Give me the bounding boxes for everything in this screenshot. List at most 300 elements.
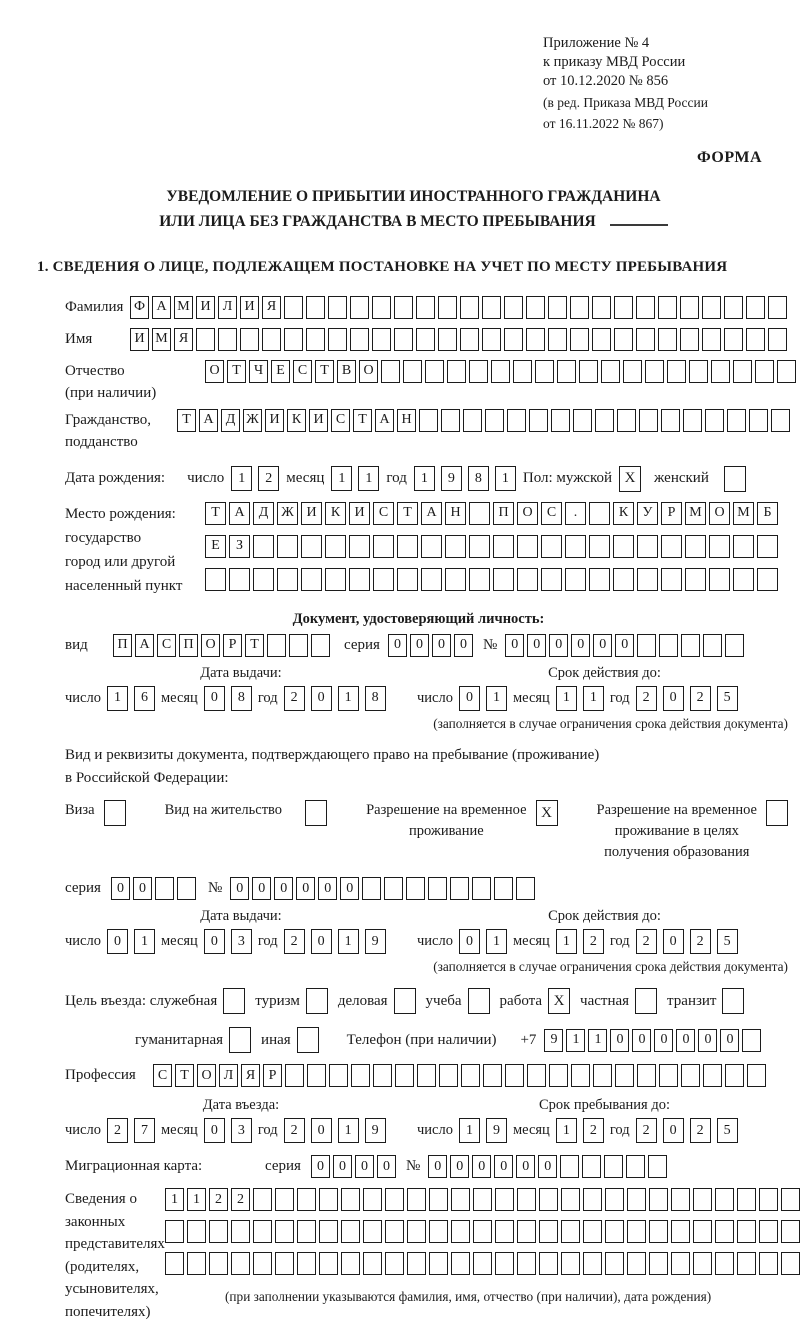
char-cell[interactable]: 0 — [311, 1155, 330, 1178]
char-cell[interactable]: О — [197, 1064, 216, 1087]
char-cell[interactable] — [419, 409, 438, 432]
char-cell[interactable] — [517, 568, 538, 591]
char-cell[interactable] — [637, 634, 656, 657]
char-cell[interactable] — [737, 1220, 756, 1243]
char-cell[interactable] — [495, 1188, 514, 1211]
char-cell[interactable] — [747, 1064, 766, 1087]
char-cell[interactable] — [253, 1252, 272, 1275]
char-cell[interactable] — [229, 568, 250, 591]
char-cell[interactable] — [693, 1252, 712, 1275]
char-cell[interactable] — [659, 1064, 678, 1087]
char-cell[interactable] — [341, 1252, 360, 1275]
char-cell[interactable]: 1 — [486, 929, 507, 954]
char-cell[interactable]: К — [613, 502, 634, 525]
char-cell[interactable] — [724, 328, 743, 351]
char-cell[interactable] — [592, 296, 611, 319]
char-cell[interactable] — [205, 568, 226, 591]
char-cell[interactable]: Т — [315, 360, 334, 383]
char-cell[interactable] — [605, 1252, 624, 1275]
char-cell[interactable]: 1 — [459, 1118, 480, 1143]
char-cell[interactable] — [428, 877, 447, 900]
char-cell[interactable]: 0 — [450, 1155, 469, 1178]
char-cell[interactable] — [277, 535, 298, 558]
char-cell[interactable] — [702, 296, 721, 319]
char-cell[interactable]: М — [174, 296, 193, 319]
char-cell[interactable]: И — [301, 502, 322, 525]
char-cell[interactable] — [680, 296, 699, 319]
char-cell[interactable]: 0 — [111, 877, 130, 900]
char-cell[interactable] — [595, 409, 614, 432]
char-cell[interactable] — [661, 409, 680, 432]
char-cell[interactable]: 2 — [690, 686, 711, 711]
char-cell[interactable] — [613, 535, 634, 558]
char-cell[interactable] — [681, 1064, 700, 1087]
char-cell[interactable] — [516, 877, 535, 900]
char-cell[interactable] — [693, 1188, 712, 1211]
char-cell[interactable] — [636, 328, 655, 351]
char-cell[interactable] — [724, 296, 743, 319]
char-cell[interactable]: 1 — [107, 686, 128, 711]
char-cell[interactable] — [469, 502, 490, 525]
char-cell[interactable]: 1 — [486, 686, 507, 711]
char-cell[interactable] — [451, 1188, 470, 1211]
char-cell[interactable]: М — [152, 328, 171, 351]
char-cell[interactable]: В — [337, 360, 356, 383]
char-cell[interactable]: И — [349, 502, 370, 525]
char-cell[interactable] — [725, 634, 744, 657]
char-cell[interactable]: Ж — [277, 502, 298, 525]
char-cell[interactable] — [397, 568, 418, 591]
char-cell[interactable] — [209, 1220, 228, 1243]
temp-permit-checkbox[interactable]: X — [536, 800, 558, 826]
char-cell[interactable]: 1 — [566, 1029, 585, 1052]
char-cell[interactable] — [781, 1220, 800, 1243]
char-cell[interactable]: 0 — [296, 877, 315, 900]
char-cell[interactable]: 0 — [516, 1155, 535, 1178]
char-cell[interactable]: У — [637, 502, 658, 525]
char-cell[interactable] — [526, 296, 545, 319]
char-cell[interactable]: 2 — [583, 1118, 604, 1143]
char-cell[interactable] — [671, 1188, 690, 1211]
char-cell[interactable]: 5 — [717, 929, 738, 954]
char-cell[interactable]: Е — [205, 535, 226, 558]
char-cell[interactable] — [627, 1188, 646, 1211]
char-cell[interactable] — [649, 1188, 668, 1211]
char-cell[interactable]: 0 — [676, 1029, 695, 1052]
sex-female-checkbox[interactable] — [724, 466, 746, 492]
char-cell[interactable]: 1 — [134, 929, 155, 954]
char-cell[interactable] — [267, 634, 286, 657]
char-cell[interactable] — [583, 1188, 602, 1211]
edu-permit-checkbox[interactable] — [766, 800, 788, 826]
char-cell[interactable]: 0 — [472, 1155, 491, 1178]
char-cell[interactable] — [451, 1220, 470, 1243]
char-cell[interactable]: 0 — [663, 686, 684, 711]
char-cell[interactable]: 0 — [133, 877, 152, 900]
char-cell[interactable]: С — [373, 502, 394, 525]
purpose-tourism-checkbox[interactable] — [306, 988, 328, 1014]
char-cell[interactable] — [561, 1252, 580, 1275]
char-cell[interactable]: 0 — [230, 877, 249, 900]
char-cell[interactable] — [685, 568, 706, 591]
char-cell[interactable] — [709, 535, 730, 558]
char-cell[interactable]: С — [153, 1064, 172, 1087]
char-cell[interactable] — [351, 1064, 370, 1087]
char-cell[interactable] — [759, 1252, 778, 1275]
char-cell[interactable] — [781, 1252, 800, 1275]
char-cell[interactable] — [517, 535, 538, 558]
char-cell[interactable] — [469, 535, 490, 558]
char-cell[interactable] — [297, 1252, 316, 1275]
char-cell[interactable] — [570, 328, 589, 351]
char-cell[interactable] — [307, 1064, 326, 1087]
char-cell[interactable]: Т — [353, 409, 372, 432]
char-cell[interactable]: Н — [397, 409, 416, 432]
char-cell[interactable] — [757, 568, 778, 591]
char-cell[interactable] — [680, 328, 699, 351]
char-cell[interactable] — [403, 360, 422, 383]
char-cell[interactable] — [469, 360, 488, 383]
char-cell[interactable]: 0 — [410, 634, 429, 657]
char-cell[interactable] — [742, 1029, 761, 1052]
char-cell[interactable] — [605, 1220, 624, 1243]
char-cell[interactable] — [363, 1220, 382, 1243]
char-cell[interactable]: Т — [245, 634, 264, 657]
char-cell[interactable]: О — [359, 360, 378, 383]
char-cell[interactable] — [306, 328, 325, 351]
char-cell[interactable]: 0 — [698, 1029, 717, 1052]
char-cell[interactable] — [165, 1252, 184, 1275]
char-cell[interactable] — [373, 535, 394, 558]
char-cell[interactable] — [473, 1220, 492, 1243]
char-cell[interactable]: Я — [174, 328, 193, 351]
char-cell[interactable] — [469, 568, 490, 591]
char-cell[interactable] — [363, 1252, 382, 1275]
char-cell[interactable] — [527, 1064, 546, 1087]
char-cell[interactable]: 1 — [588, 1029, 607, 1052]
char-cell[interactable] — [601, 360, 620, 383]
char-cell[interactable]: 0 — [610, 1029, 629, 1052]
char-cell[interactable] — [589, 502, 610, 525]
char-cell[interactable]: 0 — [333, 1155, 352, 1178]
char-cell[interactable]: З — [229, 535, 250, 558]
char-cell[interactable] — [438, 328, 457, 351]
char-cell[interactable] — [495, 1220, 514, 1243]
char-cell[interactable]: 2 — [636, 1118, 657, 1143]
char-cell[interactable] — [551, 409, 570, 432]
char-cell[interactable]: О — [205, 360, 224, 383]
char-cell[interactable]: 2 — [636, 686, 657, 711]
char-cell[interactable]: 1 — [556, 1118, 577, 1143]
char-cell[interactable]: 2 — [636, 929, 657, 954]
char-cell[interactable] — [253, 1220, 272, 1243]
char-cell[interactable] — [661, 568, 682, 591]
char-cell[interactable] — [617, 409, 636, 432]
char-cell[interactable] — [711, 360, 730, 383]
char-cell[interactable] — [416, 296, 435, 319]
char-cell[interactable]: Я — [241, 1064, 260, 1087]
char-cell[interactable]: Д — [253, 502, 274, 525]
char-cell[interactable] — [636, 296, 655, 319]
char-cell[interactable]: 0 — [377, 1155, 396, 1178]
char-cell[interactable] — [683, 409, 702, 432]
char-cell[interactable]: И — [240, 296, 259, 319]
char-cell[interactable] — [385, 1252, 404, 1275]
char-cell[interactable] — [539, 1252, 558, 1275]
char-cell[interactable] — [460, 328, 479, 351]
char-cell[interactable]: 8 — [365, 686, 386, 711]
char-cell[interactable] — [685, 535, 706, 558]
char-cell[interactable] — [671, 1220, 690, 1243]
char-cell[interactable]: П — [493, 502, 514, 525]
char-cell[interactable] — [648, 1155, 667, 1178]
char-cell[interactable] — [781, 1188, 800, 1211]
char-cell[interactable] — [571, 1064, 590, 1087]
char-cell[interactable] — [253, 1188, 272, 1211]
char-cell[interactable]: 2 — [284, 686, 305, 711]
char-cell[interactable] — [715, 1220, 734, 1243]
char-cell[interactable] — [661, 535, 682, 558]
char-cell[interactable] — [703, 634, 722, 657]
char-cell[interactable]: П — [113, 634, 132, 657]
char-cell[interactable] — [196, 328, 215, 351]
char-cell[interactable] — [623, 360, 642, 383]
char-cell[interactable]: 0 — [654, 1029, 673, 1052]
char-cell[interactable] — [441, 409, 460, 432]
char-cell[interactable] — [649, 1252, 668, 1275]
char-cell[interactable] — [445, 535, 466, 558]
char-cell[interactable]: Л — [219, 1064, 238, 1087]
char-cell[interactable] — [759, 1188, 778, 1211]
char-cell[interactable]: К — [325, 502, 346, 525]
char-cell[interactable] — [473, 1252, 492, 1275]
char-cell[interactable] — [262, 328, 281, 351]
char-cell[interactable] — [637, 568, 658, 591]
char-cell[interactable]: 2 — [209, 1188, 228, 1211]
char-cell[interactable] — [463, 409, 482, 432]
char-cell[interactable]: 0 — [593, 634, 612, 657]
char-cell[interactable] — [757, 535, 778, 558]
residence-permit-checkbox[interactable] — [305, 800, 327, 826]
char-cell[interactable]: 0 — [549, 634, 568, 657]
char-cell[interactable] — [275, 1252, 294, 1275]
char-cell[interactable] — [277, 568, 298, 591]
char-cell[interactable] — [517, 1252, 536, 1275]
char-cell[interactable] — [289, 634, 308, 657]
char-cell[interactable]: . — [565, 502, 586, 525]
char-cell[interactable] — [637, 535, 658, 558]
char-cell[interactable] — [350, 328, 369, 351]
char-cell[interactable]: 1 — [165, 1188, 184, 1211]
char-cell[interactable] — [627, 1220, 646, 1243]
char-cell[interactable]: 0 — [204, 929, 225, 954]
char-cell[interactable] — [659, 634, 678, 657]
char-cell[interactable] — [155, 877, 174, 900]
char-cell[interactable]: 0 — [311, 1118, 332, 1143]
char-cell[interactable]: 0 — [428, 1155, 447, 1178]
char-cell[interactable]: 0 — [388, 634, 407, 657]
char-cell[interactable] — [416, 328, 435, 351]
char-cell[interactable]: Ж — [243, 409, 262, 432]
char-cell[interactable]: Е — [271, 360, 290, 383]
char-cell[interactable] — [325, 568, 346, 591]
char-cell[interactable]: 0 — [494, 1155, 513, 1178]
char-cell[interactable]: 9 — [365, 1118, 386, 1143]
purpose-business-checkbox[interactable] — [394, 988, 416, 1014]
char-cell[interactable] — [548, 328, 567, 351]
purpose-other-checkbox[interactable] — [297, 1027, 319, 1053]
char-cell[interactable] — [421, 568, 442, 591]
char-cell[interactable] — [504, 296, 523, 319]
char-cell[interactable] — [177, 877, 196, 900]
char-cell[interactable] — [627, 1252, 646, 1275]
char-cell[interactable] — [513, 360, 532, 383]
char-cell[interactable] — [737, 1188, 756, 1211]
char-cell[interactable]: Н — [445, 502, 466, 525]
char-cell[interactable]: 5 — [717, 1118, 738, 1143]
purpose-humanitarian-checkbox[interactable] — [229, 1027, 251, 1053]
char-cell[interactable] — [507, 409, 526, 432]
char-cell[interactable] — [349, 535, 370, 558]
char-cell[interactable] — [311, 634, 330, 657]
char-cell[interactable] — [637, 1064, 656, 1087]
char-cell[interactable] — [605, 1188, 624, 1211]
char-cell[interactable] — [709, 568, 730, 591]
char-cell[interactable] — [614, 296, 633, 319]
char-cell[interactable]: 1 — [338, 686, 359, 711]
char-cell[interactable]: 0 — [663, 1118, 684, 1143]
char-cell[interactable] — [485, 409, 504, 432]
char-cell[interactable] — [725, 1064, 744, 1087]
char-cell[interactable]: 0 — [571, 634, 590, 657]
char-cell[interactable]: 1 — [338, 929, 359, 954]
char-cell[interactable]: Т — [177, 409, 196, 432]
char-cell[interactable] — [749, 409, 768, 432]
char-cell[interactable]: А — [135, 634, 154, 657]
char-cell[interactable]: 0 — [340, 877, 359, 900]
char-cell[interactable]: 0 — [318, 877, 337, 900]
char-cell[interactable]: 1 — [187, 1188, 206, 1211]
char-cell[interactable] — [461, 1064, 480, 1087]
char-cell[interactable] — [394, 296, 413, 319]
char-cell[interactable] — [535, 360, 554, 383]
char-cell[interactable]: Т — [205, 502, 226, 525]
char-cell[interactable]: Р — [223, 634, 242, 657]
char-cell[interactable] — [319, 1220, 338, 1243]
char-cell[interactable] — [284, 296, 303, 319]
char-cell[interactable] — [328, 296, 347, 319]
char-cell[interactable] — [493, 535, 514, 558]
char-cell[interactable] — [715, 1188, 734, 1211]
char-cell[interactable]: Т — [175, 1064, 194, 1087]
char-cell[interactable]: 1 — [495, 466, 516, 491]
char-cell[interactable] — [306, 296, 325, 319]
purpose-private-checkbox[interactable] — [635, 988, 657, 1014]
char-cell[interactable] — [604, 1155, 623, 1178]
char-cell[interactable] — [253, 568, 274, 591]
char-cell[interactable]: О — [517, 502, 538, 525]
char-cell[interactable] — [407, 1220, 426, 1243]
char-cell[interactable] — [493, 568, 514, 591]
char-cell[interactable]: А — [152, 296, 171, 319]
char-cell[interactable] — [325, 535, 346, 558]
char-cell[interactable] — [589, 535, 610, 558]
char-cell[interactable] — [447, 360, 466, 383]
char-cell[interactable]: 2 — [258, 466, 279, 491]
char-cell[interactable]: Р — [263, 1064, 282, 1087]
char-cell[interactable]: 0 — [252, 877, 271, 900]
char-cell[interactable]: 1 — [338, 1118, 359, 1143]
char-cell[interactable] — [626, 1155, 645, 1178]
char-cell[interactable] — [517, 1220, 536, 1243]
char-cell[interactable] — [341, 1220, 360, 1243]
char-cell[interactable] — [187, 1220, 206, 1243]
char-cell[interactable] — [504, 328, 523, 351]
char-cell[interactable]: 9 — [441, 466, 462, 491]
char-cell[interactable] — [397, 535, 418, 558]
char-cell[interactable] — [589, 568, 610, 591]
char-cell[interactable] — [301, 568, 322, 591]
char-cell[interactable]: 0 — [432, 634, 451, 657]
char-cell[interactable] — [275, 1220, 294, 1243]
char-cell[interactable]: 3 — [231, 929, 252, 954]
char-cell[interactable] — [439, 1064, 458, 1087]
char-cell[interactable]: И — [130, 328, 149, 351]
char-cell[interactable]: 0 — [107, 929, 128, 954]
char-cell[interactable] — [705, 409, 724, 432]
char-cell[interactable]: 2 — [284, 1118, 305, 1143]
char-cell[interactable] — [381, 360, 400, 383]
char-cell[interactable] — [715, 1252, 734, 1275]
char-cell[interactable]: 2 — [690, 1118, 711, 1143]
char-cell[interactable]: С — [293, 360, 312, 383]
char-cell[interactable]: 3 — [231, 1118, 252, 1143]
char-cell[interactable] — [429, 1220, 448, 1243]
char-cell[interactable]: 0 — [615, 634, 634, 657]
char-cell[interactable] — [539, 1220, 558, 1243]
char-cell[interactable] — [350, 296, 369, 319]
char-cell[interactable] — [505, 1064, 524, 1087]
char-cell[interactable] — [614, 328, 633, 351]
char-cell[interactable]: П — [179, 634, 198, 657]
char-cell[interactable]: 0 — [663, 929, 684, 954]
char-cell[interactable] — [582, 1155, 601, 1178]
char-cell[interactable]: А — [229, 502, 250, 525]
char-cell[interactable] — [565, 535, 586, 558]
char-cell[interactable] — [639, 409, 658, 432]
char-cell[interactable] — [460, 296, 479, 319]
char-cell[interactable]: 0 — [632, 1029, 651, 1052]
char-cell[interactable]: Д — [221, 409, 240, 432]
char-cell[interactable]: 8 — [468, 466, 489, 491]
char-cell[interactable]: 0 — [459, 686, 480, 711]
char-cell[interactable] — [526, 328, 545, 351]
char-cell[interactable]: Б — [757, 502, 778, 525]
purpose-work-checkbox[interactable]: X — [548, 988, 570, 1014]
char-cell[interactable]: 2 — [284, 929, 305, 954]
char-cell[interactable] — [593, 1064, 612, 1087]
char-cell[interactable] — [165, 1220, 184, 1243]
char-cell[interactable] — [429, 1252, 448, 1275]
char-cell[interactable] — [395, 1064, 414, 1087]
char-cell[interactable] — [693, 1220, 712, 1243]
char-cell[interactable] — [328, 328, 347, 351]
char-cell[interactable] — [737, 1252, 756, 1275]
char-cell[interactable] — [297, 1188, 316, 1211]
char-cell[interactable]: И — [265, 409, 284, 432]
char-cell[interactable] — [209, 1252, 228, 1275]
char-cell[interactable] — [560, 1155, 579, 1178]
